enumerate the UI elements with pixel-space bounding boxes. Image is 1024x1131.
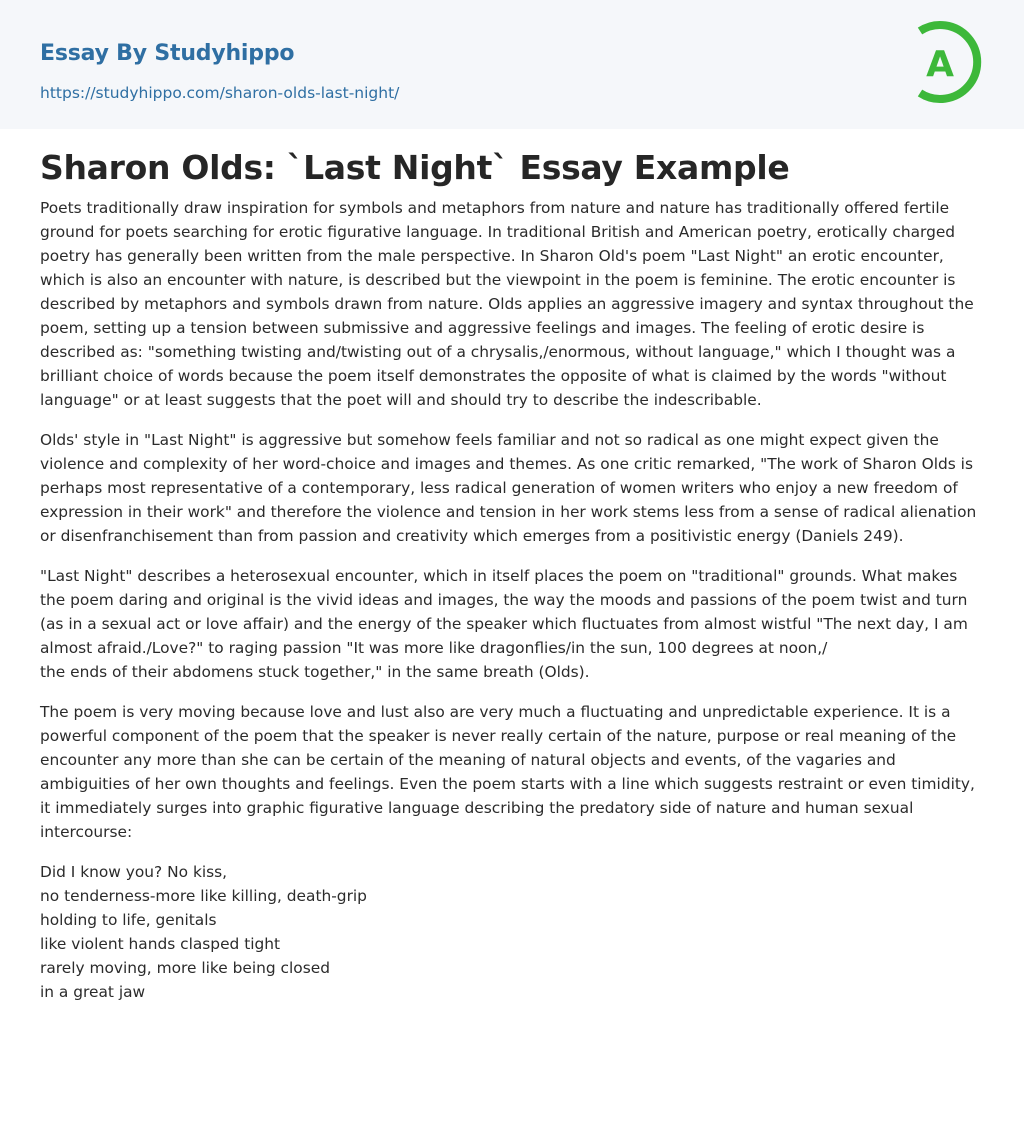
- logo-letter: A: [926, 44, 954, 85]
- poem-quote: Did I know you? No kiss, no tenderness-more like killing, death-grip holding to life, genitals like violent hands clasped tight rarely moving, more like being closed in a great jaw: [40, 863, 367, 1001]
- studyhippo-logo[interactable]: [914, 19, 986, 105]
- essay-url-link[interactable]: https://studyhippo.com/sharon-olds-last-night/: [40, 84, 400, 102]
- site-header: [0, 0, 1024, 129]
- article: [0, 129, 1024, 1004]
- paragraph-1: Poets traditionally draw inspiration for symbols and metaphors from nature and nature has traditionally offered fertile ground for poets searching for erotic figurative language. In traditional British and American poetry, erotically charged poetry has generally been written from the male perspective. In Sharon Old's poem "Last Night" an erotic encounter, which is also an encounter with nature, is described but the viewpoint in the poem is feminine. The erotic encounter is described by metaphors and symbols drawn from nature. Olds applies an aggressive imagery and syntax throughout the poem, setting up a tension between submissive and aggressive feelings and images. The feeling of erotic desire is described as: "something twisting and/twisting out of a chrysalis,/enormous, without language," which I thought was a brilliant choice of words because the poem itself demonstrates the opposite of what is claimed by the words "without language" or at least suggests that the poet will and should try to describe the indescribable.: [40, 199, 974, 409]
- paragraph-2: Olds' style in "Last Night" is aggressive but somehow feels familiar and not so radical as one might expect given the violence and complexity of her word-choice and images and themes. As one critic remarked, "The work of Sharon Olds is perhaps most representative of a contemporary, less radical generation of women writers who enjoy a new freedom of expression in their work" and therefore the violence and tension in her work stems less from a sense of radical alienation or disenfranchisement than from passion and creativity which emerges from a positivistic energy (Daniels 249).: [40, 431, 977, 545]
- paragraph-4: The poem is very moving because love and lust also are very much a fluctuating and unpredictable experience. It is a powerful component of the poem that the speaker is never really certain of the nature, purpose or real meaning of the encounter any more than she can be certain of the meaning of natural objects and events, of the vagaries and ambiguities of her own thoughts and feelings. Even the poem starts with a line which suggests restraint or even timidity, it immediately surges into graphic figurative language describing the predatory side of nature and human sexual intercourse:: [40, 703, 975, 841]
- paragraph-3: "Last Night" describes a heterosexual encounter, which in itself places the poem on "traditional" grounds. What makes the poem daring and original is the vivid ideas and images, the way the moods and passions of the poem twist and turn (as in a sexual act or love affair) and the energy of the speaker which fluctuates from almost wistful "The next day, I am almost afraid./Love?" to raging passion "It was more like dragonflies/in the sun, 100 degrees at noon,/ the ends of their abdomens stuck together," in the same breath (Olds).: [40, 567, 968, 681]
- page-title: Sharon Olds: `Last Night` Essay Example: [40, 148, 790, 187]
- site-brand[interactable]: Essay By Studyhippo: [40, 41, 295, 66]
- logo-icon: [914, 19, 986, 105]
